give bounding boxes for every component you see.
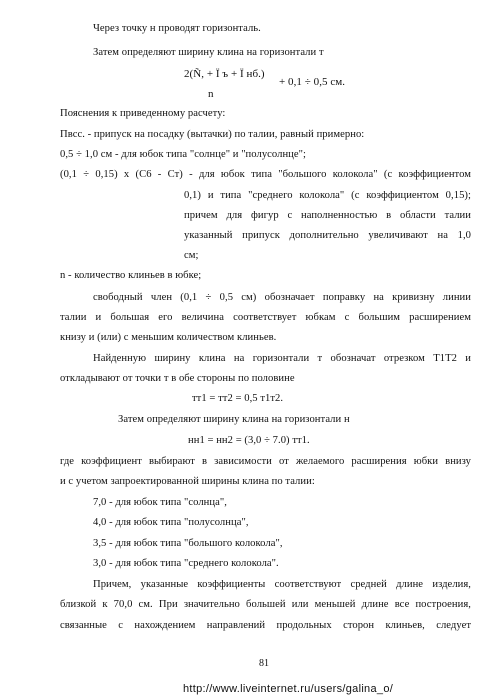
text-line: где коэффициент выбирают в зависимости от желаемого расширения юбки внизу (60, 456, 471, 467)
text-line: связанные с нахождением направлений продольных сторон клиньев, следует (60, 620, 471, 631)
equation-line: нн1 = нн2 = (3,0 ÷ 7.0) тт1. (188, 435, 310, 446)
text-line: и с учетом запроектированной ширины клина по талии: (60, 476, 315, 487)
text-line: Затем определяют ширину клина на горизонтали н (118, 414, 350, 425)
equation-line: тт1 = тт2 = 0,5 т1т2. (192, 393, 284, 404)
text-line: свободный член (0,1 ÷ 0,5 см) обозначает поправку на кривизну линии (93, 292, 471, 303)
formula-tail: + 0,1 ÷ 0,5 см. (279, 76, 346, 88)
text-line: указанный припуск дополнительно увеличивают на 1,0 (184, 230, 471, 241)
footer-url[interactable]: http://www.liveinternet.ru/users/galina_o/ (183, 683, 394, 695)
list-item: 7,0 - для юбок типа "солнца", (93, 497, 227, 508)
section-heading: Пояснения к приведенному расчету: (60, 108, 226, 119)
formula-denominator: n (208, 88, 214, 100)
text-line: 0,5 ÷ 1,0 см - для юбок типа "солнце" и "полусолнце"; (60, 149, 307, 160)
list-item: 3,5 - для юбок типа "большого колокола", (93, 538, 283, 549)
text-line: n - количество клиньев в юбке; (60, 270, 202, 281)
formula-numerator: 2(Ñ, + Ï ъ + Ï нб.) (184, 68, 265, 80)
page-number: 81 (259, 658, 270, 669)
text-line: близкой к 70,0 см. При значительно большей или меньшей длине все построения, (60, 599, 471, 610)
text-line: книзу и (или) с меньшим количеством клиньев. (60, 332, 277, 343)
list-item: 4,0 - для юбок типа "полусолнца", (93, 517, 249, 528)
text-line: Затем определяют ширину клина на горизонтали т (93, 47, 324, 58)
text-line: Пвсс. - припуск на посадку (вытачки) по талии, равный примерно: (60, 129, 365, 140)
text-line: откладывают от точки т в обе стороны по половине (60, 373, 295, 384)
text-line: талии и большая его величина соответствует юбкам с большим расширением (60, 312, 471, 323)
text-line: Найденную ширину клина на горизонтали т обозначат отрезком Т1Т2 и (93, 353, 471, 364)
text-line: 0,1) и типа "среднего колокола" (с коэффициентом 0,15); (184, 190, 471, 201)
list-item: 3,0 - для юбок типа "среднего колокола". (93, 558, 279, 569)
text-line: (0,1 ÷ 0,15) х (С6 - Ст) - для юбок типа "большого колокола" (с коэффициентом (60, 169, 471, 180)
text-line: см; (184, 250, 199, 261)
text-line: причем для фигур с наполненностью в области талии (184, 210, 471, 221)
text-line: Причем, указанные коэффициенты соответствуют средней длине изделия, (93, 579, 471, 590)
text-line: Через точку н проводят горизонталь. (93, 23, 261, 34)
